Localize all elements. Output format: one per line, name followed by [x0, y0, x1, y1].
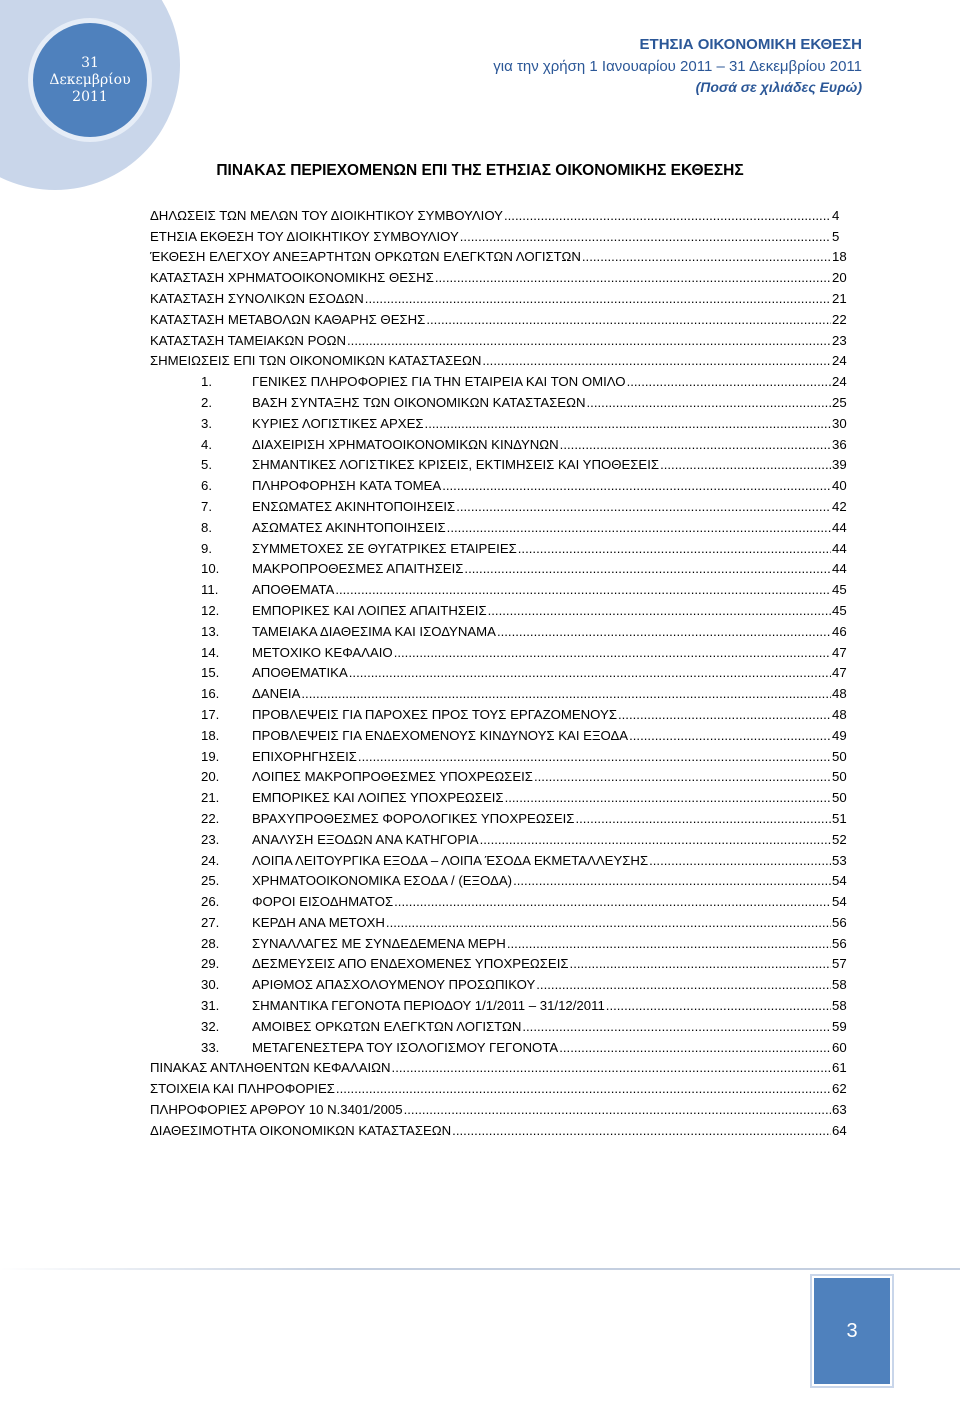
toc-entry-number: 27.	[201, 914, 220, 930]
toc-entry[interactable]	[150, 764, 850, 785]
toc-dot-leader	[335, 582, 831, 597]
toc-dot-leader	[447, 520, 831, 535]
toc-entry-number: 9.	[201, 540, 212, 556]
toc-entry-title: ΠΙΝΑΚΑΣ ΑΝΤΛΗΘΕΝΤΩΝ ΚΕΦΑΛΑΙΩΝ	[150, 1060, 391, 1076]
toc-entry-title: ΣΥΜΜΕΤΟΧΕΣ ΣΕ ΘΥΓΑΤΡΙΚΕΣ ΕΤΑΙΡΕΙΕΣ	[252, 540, 517, 556]
toc-dot-leader	[522, 1019, 831, 1034]
toc-dot-leader	[660, 457, 831, 472]
toc-entry-number: 7.	[201, 498, 212, 514]
toc-entry[interactable]	[150, 431, 850, 452]
toc-entry-title: ΚΕΡΔΗ ΑΝΑ ΜΕΤΟΧΗ	[252, 914, 385, 930]
toc-entry-page: 44	[832, 540, 847, 556]
toc-entry-number: 1.	[201, 374, 212, 390]
date-badge-year: 2011	[72, 88, 108, 105]
toc-dot-leader	[507, 936, 831, 951]
toc-entry-page: 45	[832, 582, 847, 598]
toc-entry-number: 25.	[201, 873, 220, 889]
toc-entry-page: 30	[832, 415, 847, 431]
toc-entry-page: 40	[832, 478, 847, 494]
toc-entry[interactable]	[150, 514, 850, 535]
toc-entry-page: 58	[832, 998, 847, 1014]
toc-dot-leader	[536, 977, 831, 992]
toc-dot-leader	[497, 624, 831, 639]
toc-dot-leader	[386, 915, 831, 930]
toc-entry-page: 42	[832, 498, 847, 514]
toc-entry-title: ΔΙΑΘΕΣΙΜΟΤΗΤΑ ΟΙΚΟΝΟΜΙΚΩΝ ΚΑΤΑΣΤΑΣΕΩΝ	[150, 1122, 452, 1138]
toc-entry-number: 3.	[201, 415, 212, 431]
toc-entry[interactable]	[150, 639, 850, 660]
toc-entry-number: 26.	[201, 894, 220, 910]
toc-dot-leader	[480, 832, 831, 847]
toc-dot-leader	[392, 1060, 831, 1075]
toc-entry-page: 4	[832, 207, 840, 223]
toc-dot-leader	[575, 811, 831, 826]
toc-entry-number: 2.	[201, 394, 212, 410]
toc-entry-title: ΔΑΝΕΙΑ	[252, 686, 301, 702]
toc-entry[interactable]	[150, 992, 850, 1013]
toc-entry-title: ΣΤΟΙΧΕΙΑ ΚΑΙ ΠΛΗΡΟΦΟΡΙΕΣ	[150, 1081, 335, 1097]
toc-dot-leader	[464, 561, 831, 576]
toc-dot-leader	[425, 416, 831, 431]
toc-entry-title: ΚΑΤΑΣΤΑΣΗ ΜΕΤΑΒΟΛΩΝ ΚΑΘΑΡΗΣ ΘΕΣΗΣ	[150, 311, 426, 327]
toc-entry-number: 18.	[201, 727, 220, 743]
toc-entry-page: 25	[832, 394, 847, 410]
toc-entry-title: ΔΙΑΧΕΙΡΙΣΗ ΧΡΗΜΑΤΟΟΙΚΟΝΟΜΙΚΩΝ ΚΙΝΔΥΝΩΝ	[252, 436, 559, 452]
toc-entry[interactable]	[150, 909, 850, 930]
toc-entry[interactable]	[150, 930, 850, 951]
toc-dot-leader	[504, 208, 831, 223]
toc-entry-page: 46	[832, 623, 847, 639]
toc-entry[interactable]	[150, 618, 850, 639]
toc-entry-title: ΤΑΜΕΙΑΚΑ ΔΙΑΘΕΣΙΜΑ ΚΑΙ ΙΣΟΔΥΝΑΜΑ	[252, 623, 496, 639]
toc-entry[interactable]	[150, 1117, 850, 1138]
toc-entry[interactable]	[150, 223, 850, 244]
toc-entry-title: ΑΡΙΘΜΟΣ ΑΠΑΣΧΟΛΟΥΜΕΝΟΥ ΠΡΟΣΩΠΙΚΟΥ	[252, 977, 536, 993]
currency-note: (Ποσά σε χιλιάδες Ευρώ)	[695, 79, 862, 95]
toc-dot-leader	[349, 665, 831, 680]
toc-entry-title: ΕΜΠΟΡΙΚΕΣ ΚΑΙ ΛΟΙΠΕΣ ΑΠΑΙΤΗΣΕΙΣ	[252, 602, 487, 618]
toc-entry-page: 56	[832, 914, 847, 930]
table-of-contents	[150, 202, 850, 1138]
toc-dot-leader	[394, 645, 831, 660]
toc-entry-number: 14.	[201, 644, 220, 660]
toc-entry-title: ΕΝΣΩΜΑΤΕΣ ΑΚΙΝΗΤΟΠΟΙΗΣΕΙΣ	[252, 498, 456, 514]
toc-dot-leader	[513, 873, 831, 888]
toc-entry-title: ΣΥΝΑΛΛΑΓΕΣ ΜΕ ΣΥΝΔΕΔΕΜΕΝΑ ΜΕΡΗ	[252, 935, 506, 951]
toc-entry-page: 47	[832, 644, 847, 660]
date-badge-month: Δεκεμβρίου	[49, 71, 131, 88]
toc-entry-page: 22	[832, 311, 847, 327]
toc-entry[interactable]	[150, 556, 850, 577]
toc-dot-leader	[442, 478, 831, 493]
toc-entry-title: ΠΡΟΒΛΕΨΕΙΣ ΓΙΑ ΠΑΡΟΧΕΣ ΠΡΟΣ ΤΟΥΣ ΕΡΓΑΖΟΜΕΝΟΥΣ	[252, 706, 617, 722]
toc-entry-title: ΧΡΗΜΑΤΟΟΙΚΟΝΟΜΙΚΑ ΕΣΟΔΑ / (ΕΞΟΔΑ)	[252, 873, 513, 889]
toc-entry[interactable]	[150, 472, 850, 493]
toc-entry-title: ΣΗΜΑΝΤΙΚΑ ΓΕΓΟΝΟΤΑ ΠΕΡΙΟΔΟΥ 1/1/2011 – 31/12/2011	[252, 998, 605, 1014]
toc-entry[interactable]	[150, 285, 850, 306]
toc-entry-number: 28.	[201, 935, 220, 951]
toc-dot-leader	[482, 353, 831, 368]
toc-entry-number: 21.	[201, 790, 220, 806]
toc-entry-page: 36	[832, 436, 847, 452]
toc-entry-title: ΑΠΟΘΕΜΑΤΑ	[252, 582, 335, 598]
toc-dot-leader	[336, 1081, 831, 1096]
toc-entry[interactable]	[150, 452, 850, 473]
toc-entry-page: 56	[832, 935, 847, 951]
toc-entry[interactable]	[150, 722, 850, 743]
toc-dot-leader	[358, 749, 831, 764]
toc-entry-number: 13.	[201, 623, 220, 639]
toc-dot-leader	[488, 603, 831, 618]
toc-entry[interactable]	[150, 597, 850, 618]
toc-entry[interactable]	[150, 951, 850, 972]
toc-entry-number: 17.	[201, 706, 220, 722]
toc-entry-title: ΦΟΡΟΙ ΕΙΣΟΔΗΜΑΤΟΣ	[252, 894, 394, 910]
toc-entry[interactable]	[150, 368, 850, 389]
toc-dot-leader	[518, 541, 831, 556]
toc-entry[interactable]	[150, 348, 850, 369]
toc-entry[interactable]	[150, 576, 850, 597]
toc-dot-leader	[627, 374, 831, 389]
toc-entry-page: 63	[832, 1102, 847, 1118]
toc-entry[interactable]	[150, 805, 850, 826]
toc-entry-page: 57	[832, 956, 847, 972]
toc-dot-leader	[582, 249, 831, 264]
toc-entry-number: 4.	[201, 436, 212, 452]
toc-entry-page: 47	[832, 665, 847, 681]
toc-dot-leader	[606, 998, 831, 1013]
toc-entry-title: ΚΑΤΑΣΤΑΣΗ ΧΡΗΜΑΤΟΟΙΚΟΝΟΜΙΚΗΣ ΘΕΣΗΣ	[150, 270, 434, 286]
toc-entry-number: 12.	[201, 602, 220, 618]
toc-entry-page: 54	[832, 873, 847, 889]
toc-entry-number: 32.	[201, 1018, 220, 1034]
toc-entry-title: ΒΑΣΗ ΣΥΝΤΑΞΗΣ ΤΩΝ ΟΙΚΟΝΟΜΙΚΩΝ ΚΑΤΑΣΤΑΣΕΩΝ	[252, 394, 586, 410]
toc-entry-title: ΚΥΡΙΕΣ ΛΟΓΙΣΤΙΚΕΣ ΑΡΧΕΣ	[252, 415, 424, 431]
toc-entry-number: 11.	[201, 582, 219, 598]
toc-dot-leader	[534, 769, 831, 784]
toc-entry[interactable]	[150, 826, 850, 847]
toc-dot-leader	[505, 790, 831, 805]
toc-entry-page: 50	[832, 748, 847, 764]
toc-dot-leader	[404, 1102, 831, 1117]
toc-entry-title: ΈΚΘΕΣΗ ΕΛΕΓΧΟΥ ΑΝΕΞΑΡΤΗΤΩΝ ΟΡΚΩΤΩΝ ΕΛΕΓΚΤΩΝ ΛΟΓΙΣΤΩΝ	[150, 249, 581, 265]
report-title: ΕΤΗΣΙΑ ΟΙΚΟΝΟΜΙΚΗ ΕΚΘΕΣΗ	[639, 36, 862, 53]
toc-entry-page: 52	[832, 831, 847, 847]
toc-entry-title: ΛΟΙΠΑ ΛΕΙΤΟΥΡΓΙΚΑ ΕΞΟΔΑ – ΛΟΙΠΑ ΈΣΟΔΑ ΕΚΜΕΤΑΛΛΕΥΣΗΣ	[252, 852, 649, 868]
toc-entry[interactable]	[150, 680, 850, 701]
toc-entry[interactable]	[150, 410, 850, 431]
toc-dot-leader	[301, 686, 831, 701]
toc-entry[interactable]	[150, 784, 850, 805]
toc-title: ΠΙΝΑΚΑΣ ΠΕΡΙΕΧΟΜΕΝΩΝ ΕΠΙ ΤΗΣ ΕΤΗΣΙΑΣ ΟΙΚΟΝΟΜΙΚΗΣ ΕΚΘΕΣΗΣ	[216, 162, 744, 179]
toc-entry[interactable]	[150, 847, 850, 868]
toc-entry-number: 22.	[201, 810, 220, 826]
toc-entry-page: 61	[832, 1060, 847, 1076]
toc-dot-leader	[649, 853, 831, 868]
toc-entry[interactable]	[150, 868, 850, 889]
toc-entry-page: 48	[832, 706, 847, 722]
toc-entry-title: ΣΗΜΑΝΤΙΚΕΣ ΛΟΓΙΣΤΙΚΕΣ ΚΡΙΣΕΙΣ, ΕΚΤΙΜΗΣΕΙΣ ΚΑΙ ΥΠΟΘΕΣΕΙΣ	[252, 457, 660, 473]
toc-entry-page: 51	[832, 810, 847, 826]
toc-entry-page: 21	[832, 290, 847, 306]
toc-entry-title: ΜΑΚΡΟΠΡΟΘΕΣΜΕΣ ΑΠΑΙΤΗΣΕΙΣ	[252, 561, 464, 577]
toc-dot-leader	[587, 395, 832, 410]
toc-entry-number: 8.	[201, 519, 212, 535]
toc-entry-number: 16.	[201, 686, 220, 702]
footer-rule	[0, 1268, 960, 1270]
toc-entry-title: ΑΣΩΜΑΤΕΣ ΑΚΙΝΗΤΟΠΟΙΗΣΕΙΣ	[252, 519, 446, 535]
toc-dot-leader	[452, 1123, 831, 1138]
toc-entry-number: 19.	[201, 748, 220, 764]
toc-entry-title: ΛΟΙΠΕΣ ΜΑΚΡΟΠΡΟΘΕΣΜΕΣ ΥΠΟΧΡΕΩΣΕΙΣ	[252, 769, 533, 785]
toc-entry-title: ΔΕΣΜΕΥΣΕΙΣ ΑΠΟ ΕΝΔΕΧΟΜΕΝΕΣ ΥΠΟΧΡΕΩΣΕΙΣ	[252, 956, 569, 972]
toc-entry-number: 30.	[201, 977, 220, 993]
toc-dot-leader	[435, 270, 831, 285]
toc-entry[interactable]	[150, 389, 850, 410]
toc-entry-page: 18	[832, 249, 847, 265]
toc-entry-page: 60	[832, 1039, 847, 1055]
toc-entry-page: 59	[832, 1018, 847, 1034]
toc-entry-title: ΕΠΙΧΟΡΗΓΗΣΕΙΣ	[252, 748, 357, 764]
toc-entry-title: ΑΝΑΛΥΣΗ ΕΞΟΔΩΝ ΑΝΑ ΚΑΤΗΓΟΡΙΑ	[252, 831, 479, 847]
toc-entry-title: ΕΜΠΟΡΙΚΕΣ ΚΑΙ ΛΟΙΠΕΣ ΥΠΟΧΡΕΩΣΕΙΣ	[252, 790, 504, 806]
toc-entry-page: 48	[832, 686, 847, 702]
toc-entry-page: 50	[832, 769, 847, 785]
toc-entry-number: 23.	[201, 831, 220, 847]
toc-entry-page: 24	[832, 353, 847, 369]
toc-entry-title: ΜΕΤΟΧΙΚΟ ΚΕΦΑΛΑΙΟ	[252, 644, 393, 660]
toc-entry-title: ΑΠΟΘΕΜΑΤΙΚΑ	[252, 665, 348, 681]
toc-entry-page: 50	[832, 790, 847, 806]
toc-entry-number: 31.	[201, 998, 220, 1014]
toc-dot-leader	[456, 499, 831, 514]
toc-entry-title: ΚΑΤΑΣΤΑΣΗ ΣΥΝΟΛΙΚΩΝ ΕΣΟΔΩΝ	[150, 290, 364, 306]
toc-entry-page: 5	[832, 228, 840, 244]
toc-entry-title: ΠΛΗΡΟΦΟΡΙΕΣ ΑΡΘΡΟΥ 10 Ν.3401/2005	[150, 1102, 403, 1118]
toc-entry-number: 33.	[201, 1039, 220, 1055]
toc-entry-title: ΚΑΤΑΣΤΑΣΗ ΤΑΜΕΙΑΚΩΝ ΡΟΩΝ	[150, 332, 346, 348]
toc-entry-page: 20	[832, 270, 847, 286]
toc-entry[interactable]	[150, 1013, 850, 1034]
toc-entry-title: ΣΗΜΕΙΩΣΕΙΣ ΕΠΙ ΤΩΝ ΟΙΚΟΝΟΜΙΚΩΝ ΚΑΤΑΣΤΑΣΕΩΝ	[150, 353, 482, 369]
toc-entry[interactable]	[150, 971, 850, 992]
toc-entry-title: ΠΡΟΒΛΕΨΕΙΣ ΓΙΑ ΕΝΔΕΧΟΜΕΝΟΥΣ ΚΙΝΔΥΝΟΥΣ ΚΑΙ ΕΞΟΔΑ	[252, 727, 629, 743]
toc-dot-leader	[426, 312, 831, 327]
toc-dot-leader	[560, 437, 831, 452]
toc-entry[interactable]	[150, 264, 850, 285]
toc-dot-leader	[629, 728, 831, 743]
toc-entry[interactable]	[150, 1075, 850, 1096]
toc-entry-page: 39	[832, 457, 847, 473]
toc-entry[interactable]	[150, 660, 850, 681]
toc-entry-page: 23	[832, 332, 847, 348]
toc-entry-title: ΔΗΛΩΣΕΙΣ ΤΩΝ ΜΕΛΩΝ ΤΟΥ ΔΙΟΙΚΗΤΙΚΟΥ ΣΥΜΒΟΥΛΙΟΥ	[150, 207, 503, 223]
toc-entry-page: 45	[832, 602, 847, 618]
toc-entry-page: 24	[832, 374, 847, 390]
page-number: 3	[814, 1278, 890, 1384]
toc-entry-page: 58	[832, 977, 847, 993]
date-badge	[28, 18, 152, 142]
toc-dot-leader	[365, 291, 831, 306]
toc-entry-page: 44	[832, 519, 847, 535]
toc-entry-title: ΑΜΟΙΒΕΣ ΟΡΚΩΤΩΝ ΕΛΕΓΚΤΩΝ ΛΟΓΙΣΤΩΝ	[252, 1018, 522, 1034]
toc-dot-leader	[559, 1040, 831, 1055]
toc-dot-leader	[394, 894, 831, 909]
toc-entry-title: ΕΤΗΣΙΑ ΕΚΘΕΣΗ ΤΟΥ ΔΙΟΙΚΗΤΙΚΟΥ ΣΥΜΒΟΥΛΙΟΥ	[150, 228, 459, 244]
toc-dot-leader	[618, 707, 831, 722]
toc-entry-page: 54	[832, 894, 847, 910]
toc-entry[interactable]	[150, 535, 850, 556]
toc-entry-number: 20.	[201, 769, 220, 785]
toc-entry[interactable]	[150, 306, 850, 327]
toc-entry-page: 49	[832, 727, 847, 743]
toc-entry-page: 44	[832, 561, 847, 577]
toc-entry-number: 6.	[201, 478, 212, 494]
toc-dot-leader	[347, 333, 831, 348]
toc-entry-page: 64	[832, 1122, 847, 1138]
toc-entry[interactable]	[150, 327, 850, 348]
toc-entry-title: ΒΡΑΧΥΠΡΟΘΕΣΜΕΣ ΦΟΡΟΛΟΓΙΚΕΣ ΥΠΟΧΡΕΩΣΕΙΣ	[252, 810, 575, 826]
toc-entry[interactable]	[150, 743, 850, 764]
toc-dot-leader	[460, 229, 831, 244]
toc-entry-number: 29.	[201, 956, 220, 972]
toc-entry-title: ΜΕΤΑΓΕΝΕΣΤΕΡΑ ΤΟΥ ΙΣΟΛΟΓΙΣΜΟΥ ΓΕΓΟΝΟΤΑ	[252, 1039, 559, 1055]
toc-entry-page: 53	[832, 852, 847, 868]
toc-entry-title: ΓΕΝΙΚΕΣ ΠΛΗΡΟΦΟΡΙΕΣ ΓΙΑ ΤΗΝ ΕΤΑΙΡΕΙΑ ΚΑΙ ΤΟΝ ΟΜΙΛΟ	[252, 374, 626, 390]
toc-entry-number: 15.	[201, 665, 220, 681]
toc-entry[interactable]	[150, 202, 850, 223]
report-period: για την χρήση 1 Ιανουαρίου 2011 – 31 Δεκεμβρίου 2011	[493, 58, 862, 75]
toc-entry-title: ΠΛΗΡΟΦΟΡΗΣΗ ΚΑΤΑ ΤΟΜΕΑ	[252, 478, 442, 494]
toc-entry-number: 24.	[201, 852, 220, 868]
toc-entry[interactable]	[150, 493, 850, 514]
toc-entry[interactable]	[150, 888, 850, 909]
toc-entry-page: 62	[832, 1081, 847, 1097]
toc-entry-number: 10.	[201, 561, 220, 577]
toc-entry[interactable]	[150, 1096, 850, 1117]
toc-entry[interactable]	[150, 244, 850, 265]
toc-entry[interactable]	[150, 1034, 850, 1055]
date-badge-day: 31	[81, 54, 99, 71]
toc-entry-number: 5.	[201, 457, 212, 473]
toc-dot-leader	[570, 956, 831, 971]
toc-entry[interactable]	[150, 1055, 850, 1076]
toc-entry[interactable]	[150, 701, 850, 722]
